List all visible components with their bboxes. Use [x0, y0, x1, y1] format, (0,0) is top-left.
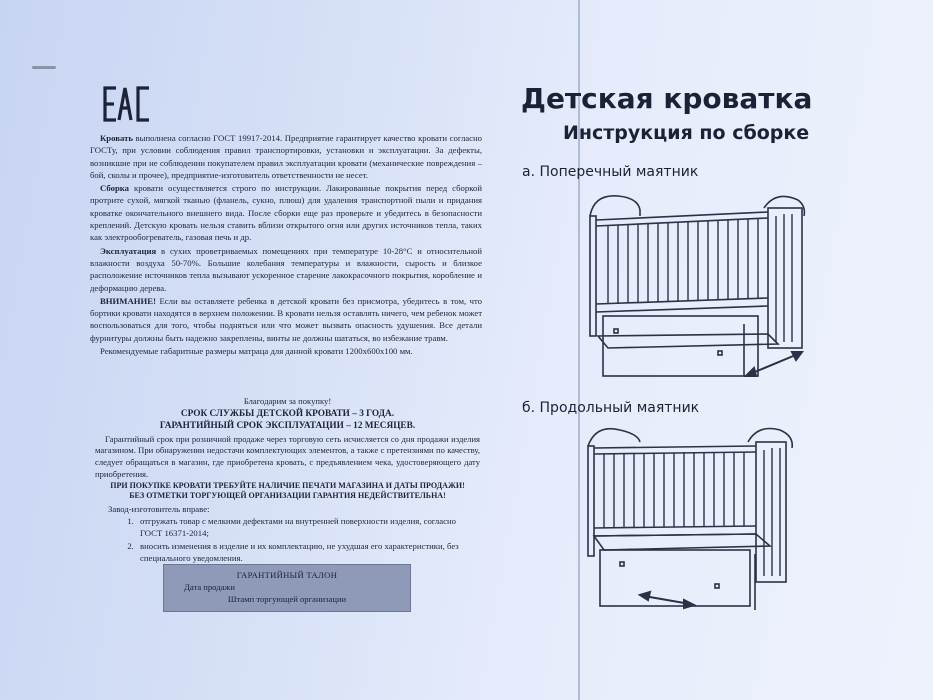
maker-intro: Завод-изготовитель вправе:	[108, 504, 210, 514]
warranty-block	[95, 396, 480, 502]
paragraph-body: Если вы оставляете ребенка в детской кровати без присмотра, убедитесь в том, что бортики кровати находятся в верхнем положении. В кровати нельзя оставлять ничего, чем ребенок может воспользоваться для того, чтобы подняться или что может вызвать опасность удушения. Все детали фурнитуры должны быть надежно закреплены, винты не должны шататься, во избежание травм.	[90, 295, 482, 343]
crib-transverse-illustration	[578, 186, 813, 386]
staple-mark	[32, 66, 56, 69]
page-title: Детская кроватка	[521, 82, 813, 115]
notice-stamp: ПРИ ПОКУПКЕ КРОВАТИ ТРЕБУЙТЕ НАЛИЧИЕ ПЕЧАТИ МАГАЗИНА И ДАТЫ ПРОДАЖИ!	[110, 480, 465, 490]
list-item: 1. отгружать товар с мелкими дефектами на внутренней поверхности изделия, согласно ГОСТ 16371-2014;	[136, 515, 480, 539]
thanks-line: Благодарим за покупку!	[243, 396, 332, 406]
notice-invalid: БЕЗ ОТМЕТКИ ТОРГУЮЩЕЙ ОРГАНИЗАЦИИ ГАРАНТИЯ НЕДЕЙСТВИТЕЛЬНА!	[129, 491, 446, 501]
paragraph-lead: ВНИМАНИЕ!	[100, 295, 156, 306]
paragraph-warning	[90, 295, 482, 344]
crib-slats	[604, 448, 780, 576]
list-item: 2. вносить изменения в изделие и их комплектацию, не ухудшая его характеристики, без специального уведомления.	[136, 540, 480, 564]
terms-text	[90, 132, 482, 358]
crib-slats	[608, 214, 792, 342]
paragraph-body: Рекомендуемые габаритные размеры матраца для данной кровати 1200х600х100 мм.	[100, 346, 413, 357]
coupon-title: ГАРАНТИЙНЫЙ ТАЛОН	[236, 570, 338, 580]
service-life-line: СРОК СЛУЖБЫ ДЕТСКОЙ КРОВАТИ – 3 ГОДА.	[180, 408, 395, 419]
paragraph-body: выполнена согласно ГОСТ 19917-2014. Предприятие гарантирует качество кровати согласно ГОСТу, при условии соблюдения правил транспортировки, установки и эксплуатации. За дефекты, возникшие при не соблюдении покупателем правил эксплуатации кровати (механические повреждения – бой, сколы и прочее), предприятие-изготовитель ответственности не несет.	[90, 133, 482, 180]
option-a-label: а. Поперечный маятник	[522, 164, 699, 180]
option-b-label: б. Продольный маятник	[522, 400, 700, 416]
paragraph-product	[90, 132, 482, 181]
warranty-period-line: ГАРАНТИЙНЫЙ СРОК ЭКСПЛУАТАЦИИ – 12 МЕСЯЦЕВ.	[159, 420, 416, 431]
warranty-text: Гарантийный срок при розничной продаже через торговую сеть исчисляется со дня продажи изделия магазином. При обнаружении недостачи комплектующих элементов, а также с претензиями по качеству, следует обращаться в магазин, где приобретена кровать, с предъявлением чека, удостоверяющего дату приобретения.	[95, 433, 480, 479]
paragraph-mattress	[90, 345, 482, 357]
crib-longitudinal-illustration	[580, 424, 815, 619]
paragraph-body: в сухих проветриваемых помещениях при температуре 10-28°С и относительной влажности воздуха 50-70%. Большие колебания температуры и влажности, сырость и близкое расположение источников тепла вызывают ускоренное старение лакокрасочного покрытия, коробление и деформацию дерева.	[90, 245, 482, 293]
coupon-stamp: Штамп торгующей организации	[227, 594, 347, 604]
coupon-sale-date: Дата продажи	[184, 582, 235, 592]
paragraph-body: кровати осуществляется строго по инструкции. Лакированные покрытия перед сборкой протрите сухой, мягкой тканью (фланель, сукно, плюш) для удаления транспортной пыли и придания кроватке окончательного внешнего вида. После сборки еще раз проверьте и убедитесь в безопасности креплений. Детскую кровать нельзя ставить вблизи открытого огня или других источников тепла, таких как электрообогреватель, газовая печь и др.	[90, 183, 482, 243]
page-subtitle: Инструкция по сборке	[563, 122, 810, 144]
warranty-coupon	[163, 564, 411, 612]
paragraph-usage	[90, 245, 482, 294]
paragraph-lead: Кровать	[100, 133, 133, 143]
eac-logo	[102, 84, 152, 124]
manufacturer-rights	[108, 503, 480, 564]
paragraph-lead: Сборка	[100, 183, 130, 194]
paragraph-lead: Эксплуатация	[100, 245, 157, 256]
move-arrow	[746, 352, 802, 376]
paragraph-assembly	[90, 182, 482, 243]
maker-list	[108, 515, 480, 564]
